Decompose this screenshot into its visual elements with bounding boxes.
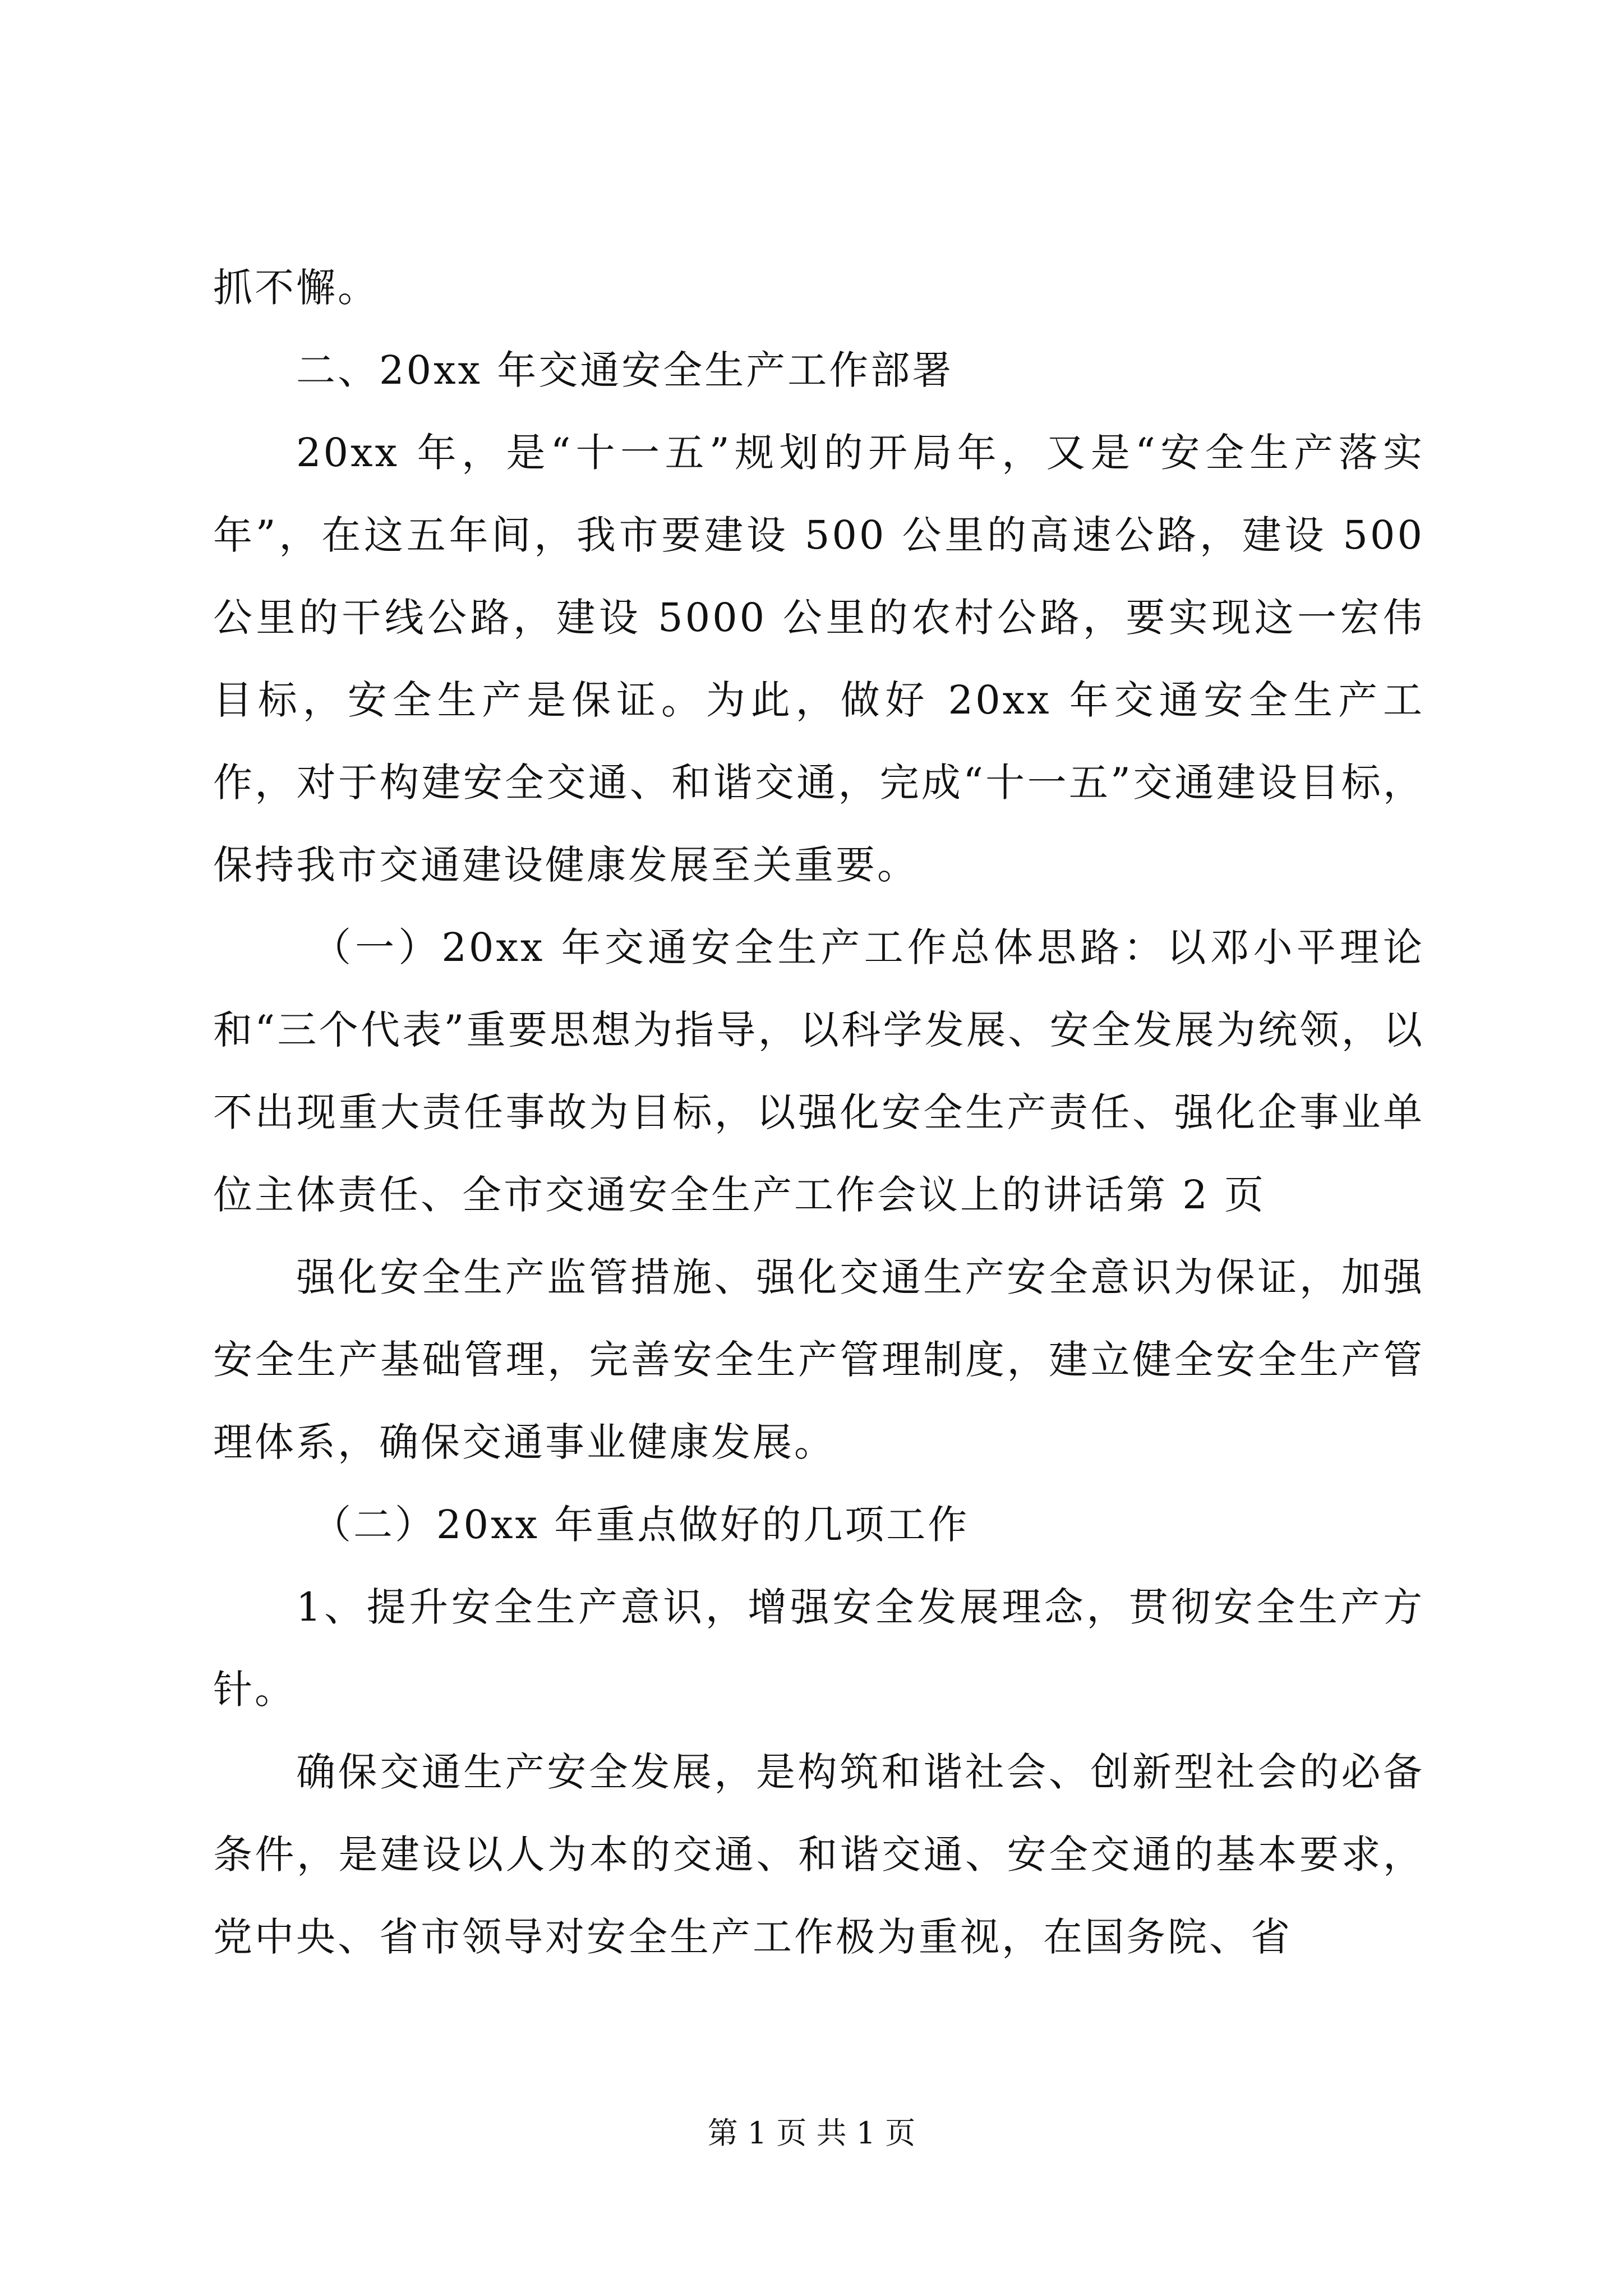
subsection-heading-2: （二）20xx 年重点做好的几项工作 bbox=[312, 1502, 970, 1548]
document-body bbox=[213, 247, 1424, 1978]
page-footer: 第 1 页 共 1 页 bbox=[707, 2115, 916, 2151]
paragraph-safety-development: 确保交通生产安全发展，是构筑和谐社会、创新型社会的必备条件，是建设以人为本的交通、和谐交通、安全交通的基本要求，党中央、省市领导对安全生产工作极为重视，在国务院、省 bbox=[213, 1749, 1424, 1960]
paragraph-continuation: 抓不懈。 bbox=[213, 265, 379, 311]
section-heading-2: 二、20xx 年交通安全生产工作部署 bbox=[296, 347, 954, 393]
paragraph-plan-overview: 20xx 年，是“十一五”规划的开局年，又是“安全生产落实年”，在这五年间，我市要建设 500 公里的高速公路，建设 500 公里的干线公路，建设 5000 公里的农村公路，要实现这一宏伟目标，安全生产是保证。为此，做好 20xx 年交通安全生产工作，对于构建安全交通、和谐交通，完成“十一五”交通建设目标，保持我市交通建设健康发展至关重要。 bbox=[213, 430, 1424, 888]
list-item-1: 1、提升安全生产意识，增强安全发展理念，贯彻安全生产方针。 bbox=[213, 1584, 1424, 1713]
paragraph-safety-measures: 强化安全生产监管措施、强化交通生产安全意识为保证，加强安全生产基础管理，完善安全生产管理制度，建立健全安全生产管理体系，确保交通事业健康发展。 bbox=[213, 1254, 1424, 1465]
subsection-heading-1: （一）20xx 年交通安全生产工作总体思路：以邓小平理论和“三个代表”重要思想为指导，以科学发展、安全发展为统领，以不出现重大责任事故为目标，以强化安全生产责任、强化企事业单位主体责任、全市交通安全生产工作会议上的讲话第 2 页 bbox=[213, 924, 1424, 1218]
